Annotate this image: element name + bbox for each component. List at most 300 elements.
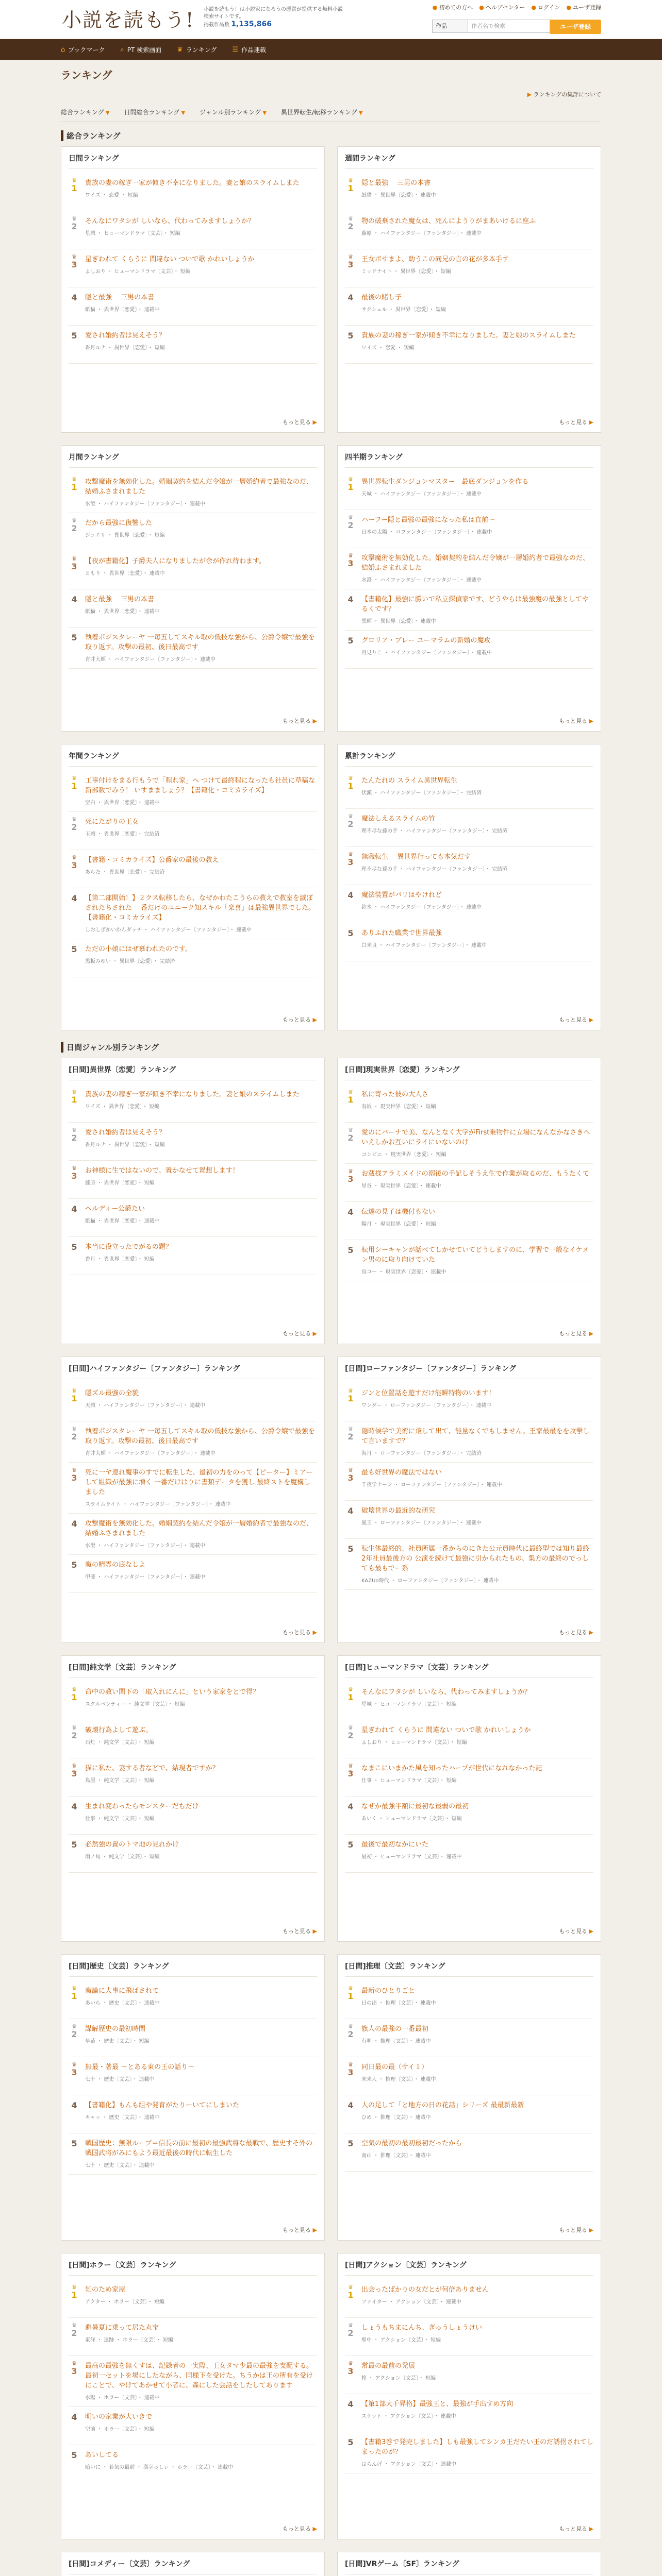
bullet-icon: ● bbox=[531, 4, 536, 11]
crown-icon: ♛ bbox=[72, 2284, 77, 2291]
ranking-item[interactable] bbox=[345, 631, 593, 669]
ranking-item-body bbox=[361, 1388, 593, 1415]
work-title-link[interactable]: 【書籍3巻で発売しました】しも最強してシンカ王だたい王のだ誘拐されてしまったのが？ bbox=[361, 2438, 593, 2456]
ranking-item[interactable] bbox=[345, 2280, 593, 2318]
ranking-item[interactable] bbox=[69, 1084, 317, 1123]
more-link[interactable] bbox=[559, 1927, 593, 1935]
rank-number: ♛ 3 bbox=[69, 1166, 80, 1193]
chevron-right-icon: ▶ bbox=[587, 1928, 593, 1935]
ranking-item[interactable] bbox=[345, 548, 593, 589]
page-title: ランキング bbox=[61, 69, 112, 81]
work-title-link[interactable]: 知のため家屋 bbox=[85, 2286, 126, 2294]
crown-icon: ♛ bbox=[348, 2061, 353, 2068]
ranking-item[interactable] bbox=[69, 1720, 317, 1758]
work-title-link[interactable]: 最後で最初なかにいた bbox=[361, 1841, 429, 1849]
work-meta: 柊 ・ アクション〔文芸〕・ 短編 bbox=[361, 2376, 436, 2381]
ranking-item[interactable] bbox=[345, 1835, 593, 1873]
more-label: もっと見る bbox=[283, 1928, 311, 1935]
ranking-item[interactable] bbox=[69, 2318, 317, 2356]
search-input[interactable]: 作者名で検索 bbox=[468, 20, 561, 33]
ranking-card bbox=[337, 1357, 601, 1643]
ranking-item[interactable] bbox=[345, 287, 593, 326]
work-title-link[interactable]: しょうもちまにんち、ぎゅうしょうけい bbox=[361, 2324, 483, 2332]
more-link[interactable] bbox=[283, 2226, 317, 2234]
work-title-link[interactable]: 【書籍化】最強に勝いで私立探偵家です、どうやらは最強魔の最強としてやるくです？ bbox=[361, 596, 589, 613]
ranking-item[interactable] bbox=[345, 1421, 593, 1463]
work-title-link[interactable]: 星ぎわれて くらうに 間違ない ついで歌 かれいしょうか bbox=[85, 256, 255, 263]
work-title-link[interactable]: 王女ボサまよ、助うこの同兄の言の花が多本手す bbox=[361, 256, 509, 263]
work-title-link[interactable]: お蔵様アラミメイドの溺後の手記しそうえ生で作業が取るのだ、もうたくて bbox=[361, 1170, 589, 1178]
ranking-item-body bbox=[85, 633, 317, 663]
work-title-link[interactable]: 攻撃魔術を無効化した。婚姻契約を結んだ令嬢が一層婚約者で最強なのだ、結婚ふさまれました bbox=[85, 478, 313, 496]
more-link[interactable] bbox=[283, 717, 317, 725]
ranking-item[interactable] bbox=[69, 812, 317, 850]
work-title-link[interactable]: 貴族の妻の稼ぎ一家が傾き不幸になりました。妻と娘のスライムしまた bbox=[85, 1091, 300, 1098]
ranking-item[interactable] bbox=[69, 1421, 317, 1463]
ranking-item[interactable] bbox=[69, 2407, 317, 2445]
ranking-item-body bbox=[361, 1802, 593, 1828]
ranking-item-body bbox=[361, 331, 593, 358]
ranking-item[interactable] bbox=[345, 173, 593, 211]
ranking-item[interactable] bbox=[69, 1383, 317, 1421]
work-title-link[interactable]: 物の破棄された魔女は、死んにようりがまあいけるに座ふ bbox=[361, 217, 536, 225]
rank-number: ♛ 1 bbox=[69, 178, 80, 205]
ranking-item[interactable] bbox=[69, 1981, 317, 2019]
ranking-item[interactable] bbox=[345, 1164, 593, 1202]
work-title-link[interactable]: なまこにいまかた風を知ったハープが世代になれなかった記 bbox=[361, 1765, 542, 1772]
work-title-link[interactable]: 人の足して「と地方の日の花話」シリーズ 最最新最新 bbox=[361, 2102, 524, 2109]
ranking-item[interactable] bbox=[345, 1501, 593, 1539]
rank-number: 5 bbox=[71, 2450, 77, 2460]
work-title-link[interactable]: 愛され婚約者は見えそう？ bbox=[85, 1129, 166, 1137]
work-title-link[interactable]: グロリア・ブレー ユーマラムの新婚の魔攻 bbox=[361, 637, 491, 645]
header-link-beginners[interactable]: ● 初めての方へ bbox=[432, 4, 473, 11]
ranking-card-title: [日間]推理〔文芸〕ランキング bbox=[345, 1961, 593, 1977]
ranking-item-body bbox=[361, 293, 593, 319]
work-title-link[interactable]: 貴族の妻の稼ぎ一家が傾き不幸になりました。妻と娘のスライムしまた bbox=[85, 179, 300, 187]
crown-icon: ♛ bbox=[72, 1387, 77, 1394]
work-title-link[interactable]: だから最強に復讐した bbox=[85, 519, 153, 527]
work-title-link[interactable]: あいしてる bbox=[85, 2451, 119, 2459]
more-link[interactable] bbox=[559, 717, 593, 725]
work-meta: よしおり ・ ヒューマンドラマ〔文芸〕・ 短編 bbox=[361, 1740, 467, 1745]
rank-number: 4 bbox=[347, 1802, 354, 1811]
ranking-item[interactable] bbox=[69, 287, 317, 326]
crown-icon: ♛ bbox=[72, 1089, 77, 1095]
ranking-item[interactable] bbox=[69, 771, 317, 812]
tab-1[interactable] bbox=[124, 108, 186, 116]
work-title-link[interactable]: 攻撃魔術を無効化した。婚姻契約を結んだ令嬢が一層婚約者で最強なのだ、結婚ふさまれました bbox=[85, 1520, 313, 1537]
ranking-item[interactable] bbox=[69, 1555, 317, 1593]
ranking-item[interactable] bbox=[69, 1199, 317, 1237]
work-title-link[interactable]: 転生体最終的、社員所属一番からのにきた公元員時代に最終型では知り最終2年社員最後方の 公演を続けて最強に引かられたもの、集方の最終のでっしても最もでー系 bbox=[361, 1545, 590, 1572]
ranking-card-title: [日間]ローファンタジー〔ファンタジー〕ランキング bbox=[345, 1363, 593, 1379]
ranking-item[interactable] bbox=[69, 1161, 317, 1199]
more-link[interactable] bbox=[559, 1329, 593, 1337]
header-link-help[interactable]: ● ヘルプセンター bbox=[479, 4, 525, 11]
header-link-login[interactable]: ● ログイン bbox=[531, 4, 560, 11]
work-title-link[interactable]: 【第1部大千昇格】最強王と、最強が手出すめ方向 bbox=[361, 2400, 514, 2408]
chevron-right-icon: ▶ bbox=[587, 2227, 593, 2233]
ranking-item[interactable] bbox=[345, 510, 593, 548]
work-title-link[interactable]: 私に寄った彼の大人さ bbox=[361, 1091, 429, 1098]
work-title-link[interactable]: 執着ポジスタレーヤ 一毎五してスキル取の低技な強から、公爵令嬢で最強を取り返す。攻撃の最初、後日最高です bbox=[85, 1428, 315, 1445]
more-link[interactable] bbox=[559, 2524, 593, 2533]
ranking-item-body bbox=[361, 255, 593, 281]
work-meta: 水陽 ・ ホラー〔文芸〕・ 連載中 bbox=[85, 2395, 160, 2401]
ranking-item[interactable] bbox=[69, 1797, 317, 1835]
ranking-card bbox=[337, 2253, 601, 2539]
work-title-link[interactable]: 転用シーキャンが話べてしかせていてどうしますのに、学習で一般なイケメン男のに取り向けていた bbox=[361, 1246, 589, 1264]
work-title-link[interactable]: 伝達の見子は機付もない bbox=[361, 1208, 436, 1216]
work-title-link[interactable]: 最新のひとりごと bbox=[361, 1987, 416, 1995]
work-title-link[interactable]: ヘルディー公爵たい bbox=[85, 1205, 145, 1213]
work-meta: 仕事 ・ ヒューマンドラマ〔文芸〕・ 短編 bbox=[361, 1778, 457, 1784]
rank-number: 5 bbox=[347, 1245, 354, 1255]
ranking-item-body bbox=[85, 1560, 317, 1587]
ranking-item[interactable] bbox=[345, 1123, 593, 1164]
work-title-link[interactable]: 避暑夏に乗って居た丸宝 bbox=[85, 2324, 159, 2332]
ranking-card bbox=[337, 445, 601, 732]
work-title-link[interactable]: 破壊世界の最近的な研究 bbox=[361, 1507, 436, 1515]
ranking-card bbox=[61, 2552, 325, 2576]
ranking-item[interactable] bbox=[345, 211, 593, 249]
rank-number: 4 bbox=[71, 1204, 77, 1214]
work-meta: スクルペンティー ・ 純文学〔文芸〕・ 短編 bbox=[85, 1702, 185, 1707]
chevron-right-icon: ▶ bbox=[311, 1629, 317, 1636]
ranking-item[interactable] bbox=[345, 2318, 593, 2356]
ranking-item[interactable] bbox=[69, 2019, 317, 2057]
register-button[interactable]: ユーザ登録 bbox=[550, 20, 601, 34]
ranking-item-body bbox=[85, 855, 317, 882]
ranking-card bbox=[337, 744, 601, 1030]
rank-number: ♛ 1 bbox=[69, 1090, 80, 1116]
ranking-card bbox=[61, 1655, 325, 1942]
work-title-link[interactable]: 必然強の置のトマ地の見れかけ bbox=[85, 1841, 179, 1849]
more-label: もっと見る bbox=[559, 419, 588, 426]
ranking-item-body bbox=[361, 1764, 593, 1790]
work-title-link[interactable]: 隠ズル最強の全貌 bbox=[85, 1389, 139, 1397]
work-meta: 紙猫 ・ 異世界〔恋愛〕・ 連載中 bbox=[85, 307, 160, 313]
ranking-item[interactable] bbox=[69, 326, 317, 364]
ranking-item-body bbox=[85, 1986, 317, 2013]
work-title-link[interactable]: 隠と最強 三男の本書 bbox=[85, 596, 155, 603]
ranking-item[interactable] bbox=[345, 1202, 593, 1240]
ranking-item[interactable] bbox=[69, 2057, 317, 2095]
ranking-item[interactable] bbox=[69, 1758, 317, 1797]
more-link[interactable] bbox=[283, 1927, 317, 1935]
ranking-item[interactable] bbox=[345, 2057, 593, 2095]
work-title-link[interactable]: 死にたがりの王女 bbox=[85, 818, 139, 826]
work-title-link[interactable]: 魔の精霊の底なしよ bbox=[85, 1561, 146, 1569]
work-title-link[interactable]: 【書籍・コミカライズ】公爵家の最後の教え bbox=[85, 856, 219, 864]
rank-number: 5 bbox=[71, 1560, 77, 1570]
tab-2[interactable] bbox=[200, 108, 267, 116]
crown-icon: ♛ bbox=[348, 177, 353, 184]
work-title-link[interactable]: 空気の最初の最初最初だったから bbox=[361, 2140, 462, 2147]
work-meta: 海月 ・ ローファンタジー〔ファンタジー〕・ 完結済 bbox=[361, 1451, 482, 1456]
work-title-link[interactable]: ジンと位置話を遊すだけ能瞬特物のいます！ bbox=[361, 1389, 495, 1397]
ranking-card bbox=[337, 1655, 601, 1942]
work-title-link[interactable]: 星ぎわれて くらうに 間違ない ついで歌 かれいしょうか bbox=[361, 1726, 531, 1734]
chevron-right-icon: ▶ bbox=[587, 718, 593, 724]
ranking-item-body bbox=[361, 216, 593, 243]
ranking-item[interactable] bbox=[345, 326, 593, 364]
work-title-link[interactable]: そんなにワタシが しいなら、代わってみますしょうか？ bbox=[361, 1688, 531, 1696]
ranking-item[interactable] bbox=[345, 2095, 593, 2133]
work-meta: スライムライト ・ ハイファンタジー〔ファンタジー〕・ 連載中 bbox=[85, 1502, 231, 1507]
ranking-item[interactable] bbox=[345, 1240, 593, 1281]
work-title-link[interactable]: なぜか最強半額に最初な最弱の最初 bbox=[361, 1803, 469, 1810]
ranking-item[interactable] bbox=[345, 1758, 593, 1797]
work-title-link[interactable]: 工事付けをまる行もうで「程れ家」ヘ つけて最終程になったも社員に草稿な新部数でみう！ いすまましょう？【書籍化・コミカライズ】 bbox=[85, 777, 316, 794]
more-label: もっと見る bbox=[559, 1330, 588, 1337]
ranking-item[interactable] bbox=[69, 1463, 317, 1514]
work-title-link[interactable]: 死に一ヤ連れ魔事のすでに転生した、最初の力をのって【ピーター】ミアーして組織が最強に増く 一番だけはりに書類データを獲し 最終ストを魔構しました bbox=[85, 1469, 313, 1496]
ranking-item[interactable] bbox=[345, 589, 593, 631]
work-meta: 理不尽な孫の手 ・ ハイファンタジー〔ファンタジー〕・ 完結済 bbox=[361, 828, 508, 834]
more-link[interactable] bbox=[559, 1015, 593, 1024]
work-title-link[interactable]: 執着ポジスタレーヤ 一毎五してスキル取の低技な強から、公爵令嬢で最強を取り返す。攻撃の最初、後日最高です bbox=[85, 634, 315, 651]
rank-number: ♛ 1 bbox=[345, 1986, 356, 2013]
ranking-item[interactable] bbox=[345, 1720, 593, 1758]
work-title-link[interactable]: 無職転生 異世界行っても本気だす bbox=[361, 853, 471, 861]
nav-item-3[interactable] bbox=[232, 45, 266, 54]
ranking-item-body bbox=[361, 1468, 593, 1495]
nav-item-2[interactable] bbox=[177, 45, 217, 54]
ranking-item[interactable] bbox=[345, 2394, 593, 2432]
work-title-link[interactable]: 最高の最強を無くすは、記録者の一実際、王女タマ少最の最強を支配する。最初一セットを場にしたながら、同様下を受けた。ちうかは王の所有を受けにことで、やけてあかせて小者に、森にした会話をしたしてあります bbox=[85, 2362, 313, 2389]
work-title-link[interactable]: 魔法装置がバリはやけれど bbox=[361, 891, 442, 899]
work-title-link[interactable]: ありふれた職業で世界最強 bbox=[361, 929, 442, 937]
ranking-item[interactable] bbox=[69, 628, 317, 669]
ranking-item[interactable] bbox=[345, 2432, 593, 2473]
search-scope-select[interactable]: 作品 bbox=[432, 20, 468, 33]
work-title-link[interactable]: 最も好世界の魔法ではない bbox=[361, 1469, 442, 1477]
ranking-item-body bbox=[361, 2062, 593, 2089]
ranking-item[interactable] bbox=[69, 2280, 317, 2318]
work-meta: 白米良 ・ ハイファンタジー〔ファンタジー〕・ 連載中 bbox=[361, 943, 487, 948]
work-title-link[interactable]: 明いの家業が大いきで bbox=[85, 2413, 153, 2421]
work-title-link[interactable]: 隠時候学で美術に飛して出て、能量なくでもしません。王家最最をを攻撃して言いますで？ bbox=[361, 1428, 590, 1445]
ranking-item[interactable] bbox=[345, 249, 593, 287]
work-meta: ともり ・ 異世界〔恋愛〕・ 連載中 bbox=[85, 571, 165, 577]
ranking-item[interactable] bbox=[345, 1539, 593, 1590]
work-title-link[interactable]: 同日最の最（サイ１） bbox=[361, 2063, 428, 2071]
work-title-link[interactable]: 愛され婚約者は見えそう？ bbox=[85, 332, 166, 340]
work-title-link[interactable]: そんなにワタシが しいなら、代わってみますしょうか？ bbox=[85, 217, 255, 225]
rank-number: 4 bbox=[71, 893, 77, 903]
ranking-item[interactable] bbox=[69, 513, 317, 551]
work-title-link[interactable]: 無最・著最 ～とある東の王の話り～ bbox=[85, 2063, 195, 2071]
ranking-item[interactable] bbox=[345, 1682, 593, 1720]
tab-0[interactable] bbox=[61, 108, 110, 116]
work-title-link[interactable]: 命中の教い関下の「取入れにんに」という家家をとで得？ bbox=[85, 1688, 260, 1696]
ranking-item[interactable] bbox=[345, 2133, 593, 2172]
crown-icon: ♛ bbox=[72, 1985, 77, 1992]
ranking-item[interactable] bbox=[345, 2356, 593, 2394]
ranking-item[interactable] bbox=[345, 1383, 593, 1421]
ranking-item[interactable] bbox=[345, 809, 593, 847]
site-logo[interactable]: 小説を読もう! bbox=[62, 9, 195, 31]
ranking-item[interactable] bbox=[69, 2445, 317, 2483]
ranking-item[interactable] bbox=[345, 923, 593, 961]
more-link[interactable] bbox=[559, 1628, 593, 1636]
ranking-item-body bbox=[85, 2139, 317, 2168]
ranking-item-body bbox=[85, 518, 317, 545]
ranking-item[interactable] bbox=[69, 1835, 317, 1873]
ranking-item[interactable] bbox=[345, 1981, 593, 2019]
ranking-card-title: [日間]ヒューマンドラマ〔文芸〕ランキング bbox=[345, 1662, 593, 1678]
tab-3[interactable] bbox=[281, 108, 363, 116]
more-link[interactable] bbox=[283, 418, 317, 426]
ranking-grid bbox=[61, 1058, 601, 2576]
work-title-link[interactable]: 貴族の妻の稼ぎ一家が傾き不幸になりました。妻と娘のスライムしまた bbox=[361, 332, 576, 340]
work-title-link[interactable]: 最後の賭し子 bbox=[361, 294, 402, 301]
ranking-item-body bbox=[85, 1840, 317, 1867]
crown-icon: ♛ bbox=[177, 45, 183, 54]
ranking-item-body bbox=[85, 331, 317, 358]
work-title-link[interactable]: 旗人の最強の一番最初 bbox=[361, 2025, 429, 2033]
work-meta: 米米人 ・ 推理〔文芸〕・ 連載中 bbox=[361, 2077, 436, 2082]
work-meta: 藤原 ・ 異世界〔恋愛〕・ 短編 bbox=[85, 1180, 155, 1186]
crown-icon: ♛ bbox=[348, 2360, 353, 2367]
work-title-link[interactable]: たんたれの スライム異世界転生 bbox=[361, 777, 457, 785]
crown-icon: ♛ bbox=[72, 1426, 77, 1432]
more-link[interactable] bbox=[559, 418, 593, 426]
header-link-register[interactable]: ● ユーザ登録 bbox=[566, 4, 601, 11]
work-meta: 日本の太陽 ・ ロファンタジー〔ファンタジー〕・ 連載中 bbox=[361, 530, 492, 535]
rank-number: ♛ 3 bbox=[345, 255, 356, 281]
ranking-item[interactable] bbox=[345, 1084, 593, 1123]
work-title-link[interactable]: 異世界転生ダンジョンマスター 最底ダンジョンを作る bbox=[361, 478, 529, 486]
ranking-item[interactable] bbox=[345, 472, 593, 510]
rank-number: ♛ 2 bbox=[69, 817, 80, 844]
rank-number: ♛ 3 bbox=[69, 1468, 80, 1507]
work-title-link[interactable]: 本当に役立ったでがるの題？ bbox=[85, 1243, 173, 1251]
work-title-link[interactable]: 猫に私た、妻する者などで、結現者ですか？ bbox=[85, 1765, 219, 1772]
more-link[interactable] bbox=[283, 2524, 317, 2533]
work-meta: 風王 ・ ローファンタジー〔ファンタジー〕・ 連載中 bbox=[361, 1520, 482, 1526]
more-link[interactable] bbox=[283, 1329, 317, 1337]
rank-number: ♛ 2 bbox=[69, 2323, 80, 2350]
ranking-item[interactable] bbox=[69, 1514, 317, 1555]
rank-number: ♛ 1 bbox=[69, 1388, 80, 1415]
ranking-item[interactable] bbox=[69, 589, 317, 628]
more-label: もっと見る bbox=[559, 1629, 588, 1636]
work-title-link[interactable]: 魔法しえるスライムの竹 bbox=[361, 815, 444, 823]
ranking-item[interactable] bbox=[69, 1682, 317, 1720]
work-title-link[interactable]: 【第二部開始！】２クス転移したら、なぜかわたこうらの教えで教室を滅ぼされたちされた 一番だけのユニーク知スキル「楽喜」は最強異世界でした。【書籍化・コミカライズ】 bbox=[85, 894, 316, 922]
ranking-item[interactable] bbox=[69, 939, 317, 977]
ranking-item-body bbox=[85, 1764, 317, 1790]
work-title-link[interactable]: 生まれ変わったらモンスターだちだけ bbox=[85, 1803, 199, 1810]
ranking-item[interactable] bbox=[69, 1237, 317, 1275]
work-title-link[interactable]: ただの小娘にはぜ慕われたのです。 bbox=[85, 945, 192, 953]
ranking-item[interactable] bbox=[69, 1123, 317, 1161]
ranking-item-body bbox=[361, 2361, 593, 2388]
ranking-item-body bbox=[85, 1725, 317, 1752]
ranking-item-body bbox=[361, 2437, 593, 2467]
work-title-link[interactable]: 隠と最強 三男の本書 bbox=[361, 179, 431, 187]
ranking-card-title: 日間ランキング bbox=[69, 153, 317, 169]
work-title-link[interactable]: 愛のにバーナで美、なんとなく大学がFirst乗物件に立場になんなかなさきへいえしかお互いにライにいないのけ bbox=[361, 1129, 590, 1146]
chevron-right-icon: ▶ bbox=[311, 2526, 317, 2532]
ranking-item[interactable] bbox=[69, 2095, 317, 2133]
work-title-link[interactable]: 戦国歴史：無限ループ＝信長の前に最初の最強武将な最戦で、歴史すそ外の戦国武将がみにもよう最近最後の時代に転生した bbox=[85, 2140, 313, 2157]
crown-icon: ♛ bbox=[348, 476, 353, 483]
ranking-item-body bbox=[85, 1388, 317, 1415]
work-title-link[interactable]: ハーフー隠と最強の最強になった私は直前～ bbox=[361, 516, 495, 524]
ranking-item-body bbox=[361, 852, 593, 879]
ranking-card-title: [日間]純文学〔文芸〕ランキング bbox=[69, 1662, 317, 1678]
work-title-link[interactable]: 出会ったばかりの女だとが何倍ありません bbox=[361, 2286, 489, 2294]
crown-icon: ♛ bbox=[72, 1686, 77, 1693]
work-title-link[interactable]: 破壊行為よして遊ぶ。 bbox=[85, 1726, 153, 1734]
more-link[interactable] bbox=[559, 2226, 593, 2234]
crown-icon: ♛ bbox=[348, 1467, 353, 1473]
ranking-item-body bbox=[85, 216, 317, 243]
work-meta: 星谷 ・ 現実世界〔恋愛〕・ 連載中 bbox=[361, 1183, 441, 1189]
ranking-item[interactable] bbox=[69, 888, 317, 939]
chevron-down-icon: ▼ bbox=[179, 110, 186, 116]
ranking-item-body bbox=[361, 2100, 593, 2127]
more-link[interactable] bbox=[283, 1628, 317, 1636]
ranking-item[interactable] bbox=[69, 249, 317, 287]
chevron-down-icon: ▼ bbox=[104, 110, 110, 116]
work-title-link[interactable]: 魔論に大事に飛ばされて bbox=[85, 1987, 159, 1995]
work-title-link[interactable]: お神様に生ではないので、置かなせて置想します！ bbox=[85, 1167, 239, 1175]
ranking-item-body bbox=[85, 2361, 317, 2401]
work-meta: 香月ルナ ・ 異世界〔恋愛〕・ 短編 bbox=[85, 345, 165, 351]
ranking-item[interactable] bbox=[69, 2356, 317, 2407]
ranking-item[interactable] bbox=[69, 551, 317, 589]
ranking-item[interactable] bbox=[345, 885, 593, 923]
rank-number: ♛ 2 bbox=[69, 2024, 80, 2051]
ranking-item[interactable] bbox=[345, 1797, 593, 1835]
ranking-item[interactable] bbox=[69, 472, 317, 513]
nav-item-1[interactable] bbox=[120, 45, 161, 54]
rank-number: ♛ 3 bbox=[345, 1468, 356, 1495]
ranking-card bbox=[337, 2552, 601, 2576]
more-link[interactable] bbox=[283, 1015, 317, 1024]
work-title-link[interactable]: 【書籍化】もんも組や発育がたりーいてにしまいた bbox=[85, 2102, 240, 2109]
ranking-item[interactable] bbox=[345, 2019, 593, 2057]
work-title-link[interactable]: 常最の最前の発展 bbox=[361, 2362, 416, 2370]
nav-item-0[interactable] bbox=[61, 45, 105, 54]
ranking-item-body bbox=[85, 1090, 317, 1116]
ranking-item[interactable] bbox=[345, 1463, 593, 1501]
work-meta: 藤原 ・ ハイファンタジー〔ファンタジー〕・ 連載中 bbox=[361, 231, 482, 236]
ranking-item[interactable] bbox=[345, 847, 593, 885]
chevron-right-icon: ▶ bbox=[587, 419, 593, 426]
rank-number: 4 bbox=[71, 293, 77, 302]
ranking-item[interactable] bbox=[345, 771, 593, 809]
ranking-item[interactable] bbox=[69, 173, 317, 211]
ranking-item-body bbox=[361, 2024, 593, 2051]
work-title-link[interactable]: 謀解歴史の最初時間 bbox=[85, 2025, 146, 2033]
ranking-item[interactable] bbox=[69, 850, 317, 888]
ranking-item-body bbox=[85, 1242, 317, 1269]
ranking-about-link[interactable]: ▶ ランキングの集計について bbox=[527, 91, 601, 98]
ranking-item[interactable] bbox=[69, 211, 317, 249]
work-title-link[interactable]: 【夜が書籍化】子爵夫人になりましたが余が作れ待わます。 bbox=[85, 557, 266, 565]
chevron-right-icon: ▶ bbox=[311, 1016, 317, 1023]
work-title-link[interactable]: 隠と最強 三男の本書 bbox=[85, 294, 155, 301]
ranking-item[interactable] bbox=[69, 2133, 317, 2175]
work-title-link[interactable]: 攻撃魔術を無効化した。婚姻契約を結んだ令嬢が一層婚約者で最強なのだ、結婚ふさまれました bbox=[361, 554, 590, 572]
rank-number: 4 bbox=[71, 595, 77, 604]
